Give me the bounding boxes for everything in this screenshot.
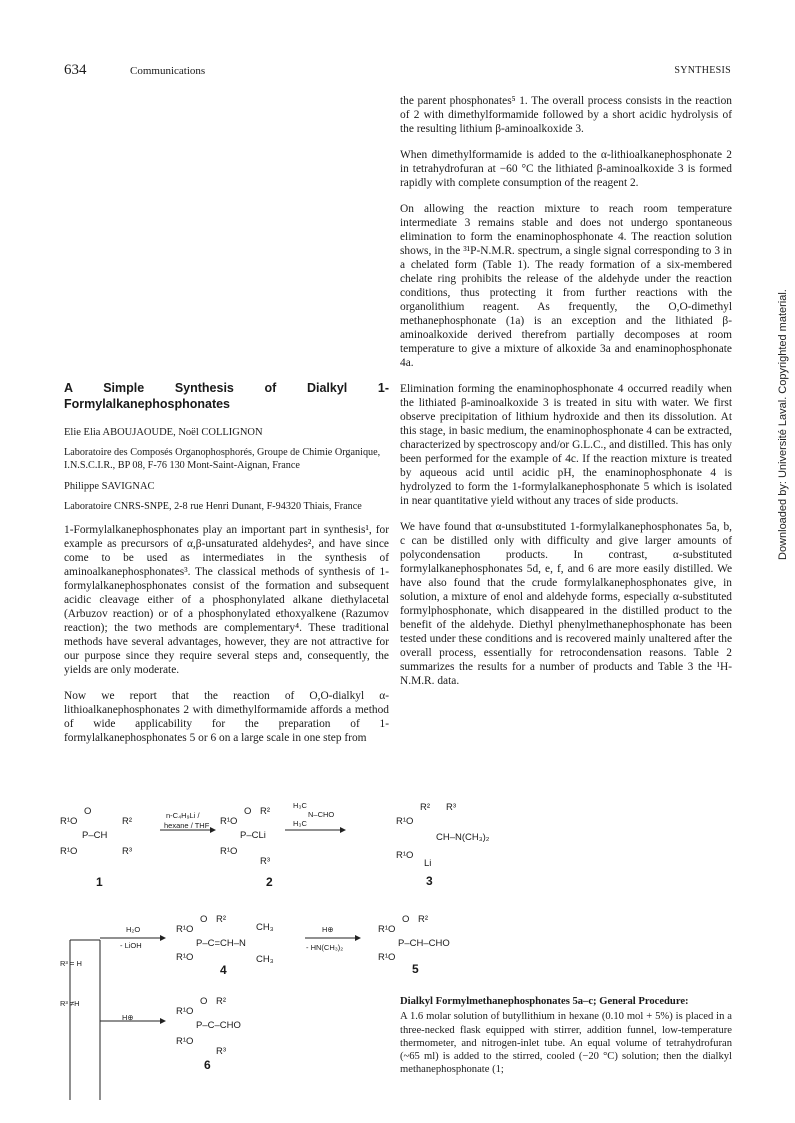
scheme-fragment: R³ [122, 846, 133, 857]
condition-label: R³ ≠H [60, 999, 80, 1008]
compound-number: 5 [412, 962, 419, 976]
scheme-fragment: R¹O [176, 952, 194, 963]
scheme-fragment: R² [420, 802, 431, 813]
reagent-label: H⊕ [322, 925, 334, 934]
scheme-right [380, 800, 400, 801]
scheme-fragment: Li [424, 858, 432, 869]
reagent-label: - HN(CH₃)₂ [306, 943, 344, 952]
scheme-fragment: P–CLi [240, 830, 266, 841]
scheme-fragment: R² [122, 816, 133, 827]
reagent-label: hexane / THF [164, 821, 210, 830]
right-column [400, 94, 732, 700]
scheme-fragment: R³ [216, 1046, 227, 1057]
scheme-fragment: P–CH–CHO [398, 938, 450, 949]
journal-name: SYNTHESIS [674, 65, 731, 76]
scheme-fragment: P–C–CHO [196, 1020, 241, 1031]
paragraph: On allowing the reaction mixture to reach room temperature intermediate 3 remains stable and does not undergo spontaneous elimination to form the enaminophosphonate 4. The reaction solution shows, in the ³¹P-N.M.R. spectrum, a single signal corresponding to 3 in a chelated form (Table 1). The ready formation of a six-membered chelate ring prohibits the release of the aldehyde under the reaction conditions, thus protecting it from further reactions with the organolithium reagent. As frequently, the O,O-dimethyl methanephosphonate (1a) is an exception and the lithiated β-aminoalkoxide derived therefrom partially decomposes at room temperature to give a mixture of alkoxide 3a and enaminophosphonate 4a. [400, 203, 732, 369]
reagent-label: H₃C [293, 801, 307, 810]
scheme-fragment: P–C=CH–N [196, 938, 246, 949]
compound-number: 2 [266, 875, 273, 889]
scheme-fragment: R¹O [176, 924, 194, 935]
procedure-title: Dialkyl Formylmethanephosphonates 5a–c; General Procedure: [400, 996, 689, 1007]
scheme-fragment: R¹O [396, 816, 414, 827]
scheme-fragment: R² [260, 806, 271, 817]
affiliation: Laboratoire des Composés Organophosphorés, Groupe de Chimie Organique, I.N.S.C.I.R., BP 08, F-76 130 Mont-Saint-Aignan, France [64, 447, 381, 471]
scheme-fragment: R² [418, 914, 429, 925]
scheme-fragment: O [84, 806, 92, 817]
reagent-label: H₂O [126, 925, 141, 934]
compound-number: 3 [426, 874, 433, 888]
page-header [64, 62, 731, 82]
reagent-label: - LiOH [120, 941, 142, 950]
scheme-fragment: R³ [446, 802, 457, 813]
compound-number: 1 [96, 875, 103, 889]
authors: Elie Elia ABOUJAOUDE, Noël COLLIGNON [64, 427, 263, 438]
scheme-fragment: R¹O [396, 850, 414, 861]
authors: Philippe SAVIGNAC [64, 481, 155, 492]
compound-number: 4 [220, 963, 227, 977]
article-title: A Simple Synthesis of Dialkyl 1-Formylalkanephosphonates [64, 381, 389, 411]
reaction-scheme [60, 800, 380, 1100]
scheme-fragment: O [244, 806, 252, 817]
scheme-fragment: R¹O [176, 1006, 194, 1017]
scheme-fragment: CH–N(CH₃)₂ [436, 832, 490, 843]
scheme-fragment: P–CH [82, 830, 108, 841]
scheme-fragment: R¹O [378, 924, 396, 935]
scheme-fragment: O [402, 914, 410, 925]
compound-number: 6 [204, 1058, 211, 1072]
paragraph: Now we report that the reaction of O,O-dialkyl α-lithioalkanephosphonates 2 with dimethylformamide affords a method of wide applicability for the preparation of 1-formylalkanephosphonates 5 or 6 on a large scale in one step from [64, 690, 389, 744]
scheme-fragment: CH₃ [256, 922, 274, 933]
section-name: Communications [130, 65, 206, 77]
paragraph: When dimethylformamide is added to the α-lithioalkanephosphonate 2 in tetrahydrofuran at −60 °C the lithiated β-aminoalkoxide 3 is formed rapidly with complete consumption of the reagent 2. [400, 149, 732, 189]
scheme-fragment: R³ [260, 856, 271, 867]
scheme-fragment: R¹O [60, 816, 78, 827]
scheme-fragment: R¹O [220, 846, 238, 857]
scheme-fragment: R² [216, 914, 227, 925]
scheme-fragment: R¹O [60, 846, 78, 857]
scheme-fragment: O [200, 996, 208, 1007]
paragraph: We have found that α-unsubstituted 1-formylalkanephosphonates 5a, b, c can be distilled only with difficulty and give larger amounts of polycondensation products. In contrast, α-substituted formylalkanephosphonates 5d, e, f, and 6 are more easily distilled. We have also found that the crude formylalkanephosphonates give, in solution, a mixture of enol and aldehyde forms, especially α-substituted formylphosphonate, which disappeared in the distilled product to the benefit of the aldehyde. Diethyl phenylmethanephosphonate has been tested under these conditions and is recovered mainly unaltered after the overall process, essentially for retrocondensation reasons. Table 2 summarizes the results for a number of products and Table 3 the ¹H-N.M.R. data. [400, 521, 732, 687]
condition-label: R³ = H [60, 959, 82, 968]
paragraph: 1-Formylalkanephosphonates play an important part in synthesis¹, for example as precursors of α,β-unsaturated aldehydes², and have since come to be used as intermediates in the synthesis of aminoalkanephosphonates³. The classical methods of synthesis of 1-formylalkanephosphonates consist of the formation and subsequent acidic cleavage either of a phosphonylated alkane diethylacetal (Arbuzov reaction) or of a phosphonylated ethoxyalkene (Razumov reaction); the two methods are complementary⁴. These traditional methods have several advantages, however, they are not attractive for our purpose since they require several steps and, consequently, the yields are only moderate. [64, 524, 389, 676]
scheme-fragment: O [200, 914, 208, 925]
reagent-label: n-C₄H₉Li / [166, 811, 200, 820]
page-number: 634 [64, 62, 87, 78]
affiliation: Laboratoire CNRS-SNPE, 2-8 rue Henri Dunant, F-94320 Thiais, France [64, 501, 362, 512]
scheme-fragment: R¹O [176, 1036, 194, 1047]
scheme-fragment: R² [216, 996, 227, 1007]
scheme-fragment: R¹O [220, 816, 238, 827]
reagent-label: N–CHO [308, 810, 335, 819]
procedure-text: A 1.6 molar solution of butyllithium in hexane (0.10 mol + 5%) is placed in a three-necked flask equipped with stirrer, addition funnel, low-temperature thermometer, and nitrogen-inlet tube. An equal volume of tetrahydrofuran (~65 ml) is added to the stirred, cooled (−20 °C) solution; then the dialkyl methanephosphonate (1; [400, 1011, 732, 1076]
procedure-section [400, 995, 732, 1077]
scheme-fragment: R¹O [378, 952, 396, 963]
reagent-label: H⊕ [122, 1013, 134, 1022]
scheme-fragment: CH₃ [256, 954, 274, 965]
left-column [64, 380, 389, 757]
reagent-label: H₃C [293, 819, 307, 828]
paragraph: the parent phosphonates⁵ 1. The overall process consists in the reaction of 2 with dimethylformamide followed by a short acidic hydrolysis of the resulting lithium β-aminoalkoxide 3. [400, 95, 732, 135]
paragraph: Elimination forming the enaminophosphonate 4 occurred readily when the lithiated β-aminoalkoxide 3 is treated in situ with water. We first observe precipitation of lithium hydroxide and then its dissolution. At this stage, in basic medium, the enaminophosphonate 4 can be extracted, characterized by spectroscopy and/or G.L.C., and distilled. This has only been performed for the example of 4c. If the reaction mixture is treated by aqueous acid until acidic pH, the enaminophosphonate 4 is hydrolyzed to form the 1-formylalkanephosphonate 5 which is isolated in near quantitative yield without any traces of side products. [400, 383, 732, 507]
